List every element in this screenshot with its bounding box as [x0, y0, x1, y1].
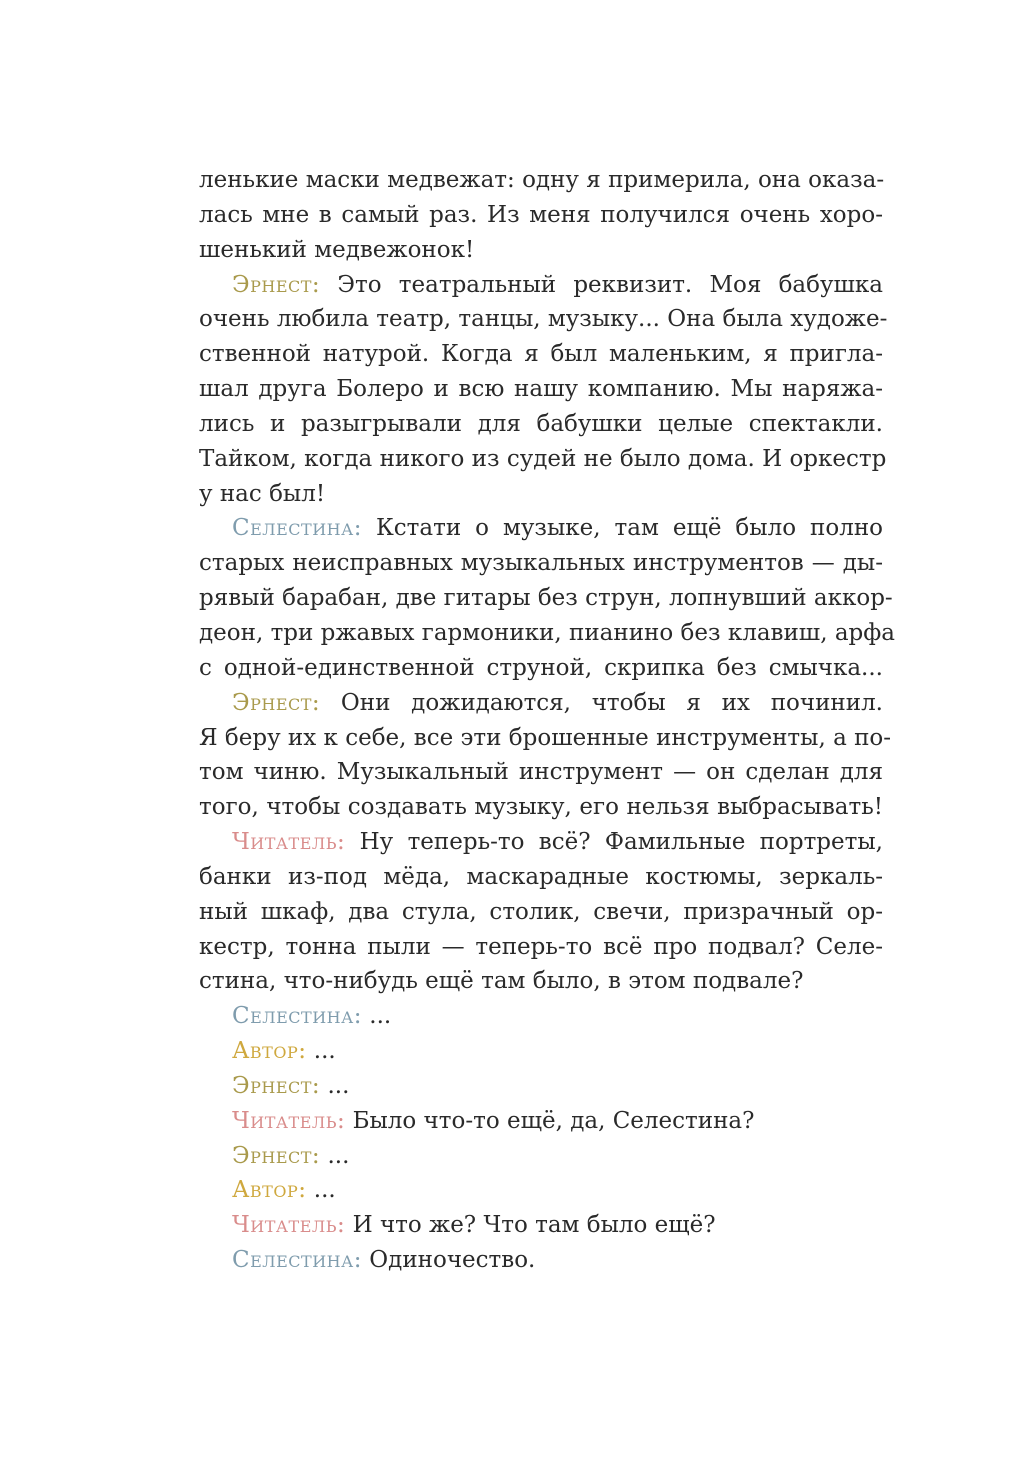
dialogue-line [199, 1243, 883, 1278]
line-text: Я беру их к себе, все эти брошенные инструменты, а по- [199, 724, 892, 751]
dialogue-line [199, 1034, 883, 1069]
dialogue-line [199, 1208, 883, 1243]
line-text: Было что-то ещё, да, Селестина? [345, 1107, 755, 1134]
line-text: шенький медвежонок! [199, 236, 475, 263]
line-text: Это театральный реквизит. Моя бабушка [320, 271, 883, 298]
speaker-name: Эрнест: [232, 689, 321, 716]
text-line [199, 302, 888, 337]
dialogue-line [199, 1139, 883, 1174]
line-text: банки из-под мёда, маскарадные костюмы, зеркаль- [199, 863, 883, 890]
line-text: Кстати о музыке, там ещё было полно [362, 515, 883, 542]
text-line [199, 372, 883, 407]
text-line [199, 477, 883, 512]
line-text: ... [306, 1177, 336, 1204]
line-text: ... [320, 1142, 350, 1169]
text-line [199, 407, 883, 442]
text-line [199, 233, 883, 268]
speaker-name: Селестина: [232, 515, 362, 542]
dialogue-line [199, 825, 883, 860]
line-text: шал друга Болеро и всю нашу компанию. Мы наряжа- [199, 376, 883, 403]
text-line [199, 860, 883, 895]
speaker-name: Эрнест: [232, 271, 321, 298]
speaker-name: Эрнест: [232, 1072, 321, 1099]
line-text: ный шкаф, два стула, столик, свечи, призрачный ор- [199, 898, 883, 925]
line-text: ... [362, 1003, 392, 1030]
line-text: рявый барабан, две гитары без струн, лопнувший аккор- [199, 585, 893, 612]
line-text: с одной-единственной струной, скрипка без смычка... [199, 654, 883, 681]
speaker-name: Эрнест: [232, 1142, 321, 1169]
dialogue-line [199, 999, 883, 1034]
line-text: кестр, тонна пыли — теперь-то всё про подвал? Селе- [199, 933, 883, 960]
line-text: у нас был! [199, 480, 326, 507]
line-text: деон, три ржавых гармоники, пианино без клавиш, арфа [199, 619, 895, 646]
line-text: ... [320, 1072, 350, 1099]
line-text: И что же? Что там было ещё? [345, 1212, 716, 1239]
line-text: Они дожидаются, чтобы я их починил. [320, 689, 883, 716]
line-text: Одиночество. [362, 1247, 536, 1274]
text-line [199, 790, 883, 825]
line-text: стина, что-нибудь ещё там было, в этом подвале? [199, 968, 804, 995]
speaker-name: Читатель: [232, 1212, 346, 1239]
text-line [199, 616, 895, 651]
dialogue-line [199, 1173, 883, 1208]
dialogue-line [199, 511, 883, 546]
line-text: того, чтобы создавать музыку, его нельзя выбрасывать! [199, 794, 883, 821]
line-text: том чиню. Музыкальный инструмент — он сделан для [199, 759, 883, 786]
book-page-text [199, 163, 895, 1278]
speaker-name: Селестина: [232, 1003, 362, 1030]
speaker-name: Читатель: [232, 1107, 346, 1134]
line-text: лись и разыгрывали для бабушки целые спектакли. [199, 410, 883, 437]
line-text: старых неисправных музыкальных инструментов — ды- [199, 550, 883, 577]
speaker-name: Читатель: [232, 829, 346, 856]
line-text: Тайком, когда никого из судей не было дома. И оркестр [199, 445, 887, 472]
line-text: Ну теперь-то всё? Фамильные портреты, [345, 829, 883, 856]
text-line [199, 721, 892, 756]
text-line [199, 755, 883, 790]
speaker-name: Автор: [232, 1177, 307, 1204]
line-text: ленькие маски медвежат: одну я примерила, она оказа- [199, 167, 885, 193]
dialogue-line [199, 1104, 883, 1139]
speaker-name: Автор: [232, 1038, 307, 1065]
text-line [199, 964, 883, 999]
text-line [199, 337, 883, 372]
dialogue-line [199, 1069, 883, 1104]
text-line [199, 546, 883, 581]
line-text: лась мне в самый раз. Из меня получился очень хоро- [199, 201, 883, 228]
line-text: очень любила театр, танцы, музыку... Она была художе- [199, 306, 888, 333]
line-text: ... [306, 1038, 336, 1065]
text-line [199, 163, 883, 198]
text-line [199, 442, 887, 477]
text-line [199, 930, 883, 965]
text-line [199, 895, 883, 930]
text-line [199, 198, 883, 233]
line-text: ственной натурой. Когда я был маленьким, я пригла- [199, 341, 883, 368]
dialogue-line [199, 686, 883, 721]
dialogue-line [199, 268, 883, 303]
text-line [199, 581, 893, 616]
text-line [199, 651, 883, 686]
speaker-name: Селестина: [232, 1247, 362, 1274]
